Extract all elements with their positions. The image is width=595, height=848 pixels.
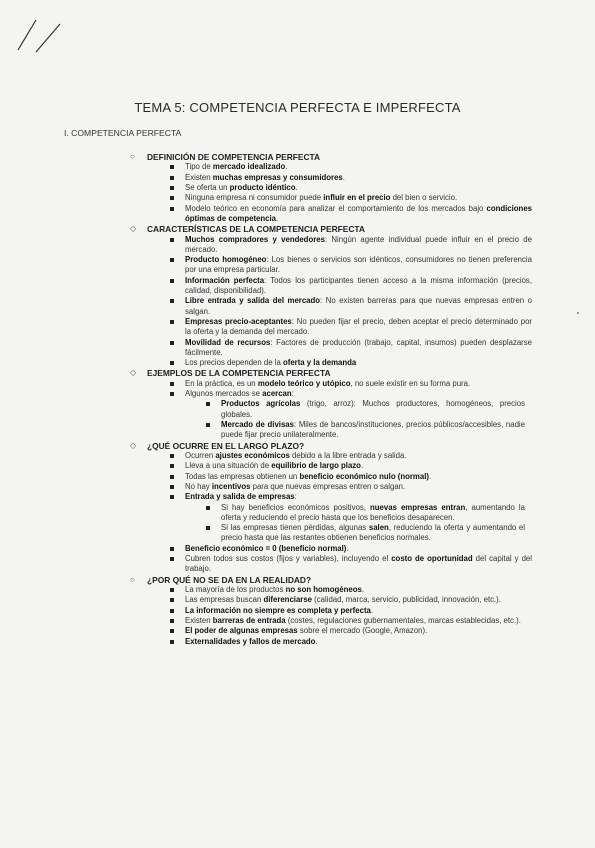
- circle-marker: ○: [130, 152, 135, 161]
- list-item: La mayoría de los productos no son homogéneos.: [0, 585, 595, 595]
- list-item: Movilidad de recursos: Factores de producción (trabajo, capital, insumos) pueden desplazarse fácilmente.: [0, 338, 595, 359]
- square-bullet-icon: [170, 341, 174, 345]
- list-item: El poder de algunas empresas sobre el mercado (Google, Amazon).: [0, 626, 595, 636]
- list-item: Las empresas buscan diferenciarse (calidad, marca, servicio, publicidad, innovación, etc.).: [0, 595, 595, 605]
- square-bullet-icon: [170, 279, 174, 283]
- square-bullet-icon: [206, 423, 210, 427]
- square-bullet-icon: [170, 196, 174, 200]
- list-item: Cubren todos sus costos (fijos y variables), incluyendo el costo de oportunidad del capital y del trabajo.: [0, 554, 595, 575]
- list-item: Beneficio económico = 0 (beneficio normal).: [0, 544, 595, 554]
- square-bullet-icon: [170, 382, 174, 386]
- list-item: Información perfecta: Todos los participantes tienen acceso a la misma información (precios, calidad, disponibilidad).: [0, 276, 595, 297]
- list-item: Algunos mercados se acercan:: [0, 389, 595, 399]
- square-bullet-icon: [206, 402, 210, 406]
- square-bullet-icon: [170, 392, 174, 396]
- square-bullet-icon: [206, 506, 210, 510]
- heading-caracteristicas: ◇ CARACTERÍSTICAS DE LA COMPETENCIA PERFECTA: [130, 224, 365, 235]
- list-item: Existen barreras de entrada (costes, regulaciones gubernamentales, marcas establecidas, etc.).: [0, 616, 595, 626]
- square-bullet-icon: [206, 526, 210, 530]
- square-bullet-icon: [170, 320, 174, 324]
- diamond-marker: ◇: [130, 224, 137, 234]
- list-item: Ninguna empresa ni consumidor puede influir en el precio del bien o servicio.: [0, 193, 595, 203]
- square-bullet-icon: [170, 299, 174, 303]
- list-item: Empresas precio-aceptantes: No pueden fijar el precio, deben aceptar el precio determinado por la oferta y la demanda del mercado.: [0, 317, 595, 338]
- page-title: TEMA 5: COMPETENCIA PERFECTA E IMPERFECTA: [134, 100, 461, 115]
- list-item: Los precios dependen de la oferta y la demanda: [0, 358, 595, 368]
- square-bullet-icon: [170, 609, 174, 613]
- square-bullet-icon: [170, 547, 174, 551]
- square-bullet-icon: [170, 485, 174, 489]
- scan-speck: [577, 312, 579, 314]
- square-bullet-icon: [170, 629, 174, 633]
- square-bullet-icon: [170, 454, 174, 458]
- list-item: Producto homogéneo: Los bienes o servicios son idénticos, consumidores no tienen preferencia por una empresa particular.: [0, 255, 595, 276]
- square-bullet-icon: [170, 207, 174, 211]
- section-heading: I. COMPETENCIA PERFECTA: [64, 128, 182, 138]
- square-bullet-icon: [170, 165, 174, 169]
- square-bullet-icon: [170, 464, 174, 468]
- square-bullet-icon: [170, 598, 174, 602]
- list-item: Todas las empresas obtienen un beneficio económico nulo (normal).: [0, 472, 595, 482]
- heading-realidad: ○ ¿POR QUÉ NO SE DA EN LA REALIDAD?: [130, 574, 312, 585]
- diamond-marker: ◇: [130, 368, 137, 378]
- list-item: Tipo de mercado idealizado.: [0, 162, 595, 172]
- list-item: Lleva a una situación de equilibrio de largo plazo.: [0, 461, 595, 471]
- sub-list-item: Si las empresas tienen pérdidas, algunas salen, reduciendo la oferta y aumentando el precio hasta que las restantes obtienen beneficios normales.: [0, 523, 595, 544]
- list-item: La información no siempre es completa y perfecta.: [0, 606, 595, 616]
- sub-list-item: Si hay beneficios económicos positivos, nuevas empresas entran, aumentando la oferta y reduciendo el precio hasta que los beneficios desaparecen.: [0, 503, 595, 524]
- square-bullet-icon: [170, 588, 174, 592]
- square-bullet-icon: [170, 557, 174, 561]
- list-item: Libre entrada y salida del mercado: No existen barreras para que nuevas empresas entren o salgan.: [0, 296, 595, 317]
- heading-definicion: ○ DEFINICIÓN DE COMPETENCIA PERFECTA: [130, 152, 321, 162]
- circle-marker: ○: [130, 574, 135, 584]
- square-bullet-icon: [170, 619, 174, 623]
- square-bullet-icon: [170, 258, 174, 262]
- list-item: Muchos compradores y vendedores: Ningún agente individual puede influir en el precio de mercado.: [0, 235, 595, 256]
- square-bullet-icon: [170, 176, 174, 180]
- diamond-marker: ◇: [130, 440, 137, 450]
- list-item: Se oferta un producto idéntico.: [0, 183, 595, 193]
- square-bullet-icon: [170, 186, 174, 190]
- sub-list-item: Productos agrícolas (trigo, arroz): Muchos productores, homogéneos, precios globales.: [0, 399, 595, 420]
- list-item: En la práctica, es un modelo teórico y utópico, no suele existir en su forma pura.: [0, 379, 595, 389]
- heading-largo-plazo: ◇ ¿QUÉ OCURRE EN EL LARGO PLAZO?: [130, 440, 305, 451]
- square-bullet-icon: [170, 475, 174, 479]
- heading-ejemplos: ◇ EJEMPLOS DE LA COMPETENCIA PERFECTA: [130, 368, 331, 379]
- list-item: Entrada y salida de empresas:: [0, 492, 595, 502]
- square-bullet-icon: [170, 238, 174, 242]
- list-item: Existen muchas empresas y consumidores.: [0, 173, 595, 183]
- square-bullet-icon: [170, 361, 174, 365]
- handwritten-slashes: [14, 14, 74, 54]
- list-item: Ocurren ajustes económicos debido a la libre entrada y salida.: [0, 451, 595, 461]
- sub-list-item: Mercado de divisas: Miles de bancos/instituciones, precios públicos/accesibles, nadie puede fijar precio unilateralmente.: [0, 420, 595, 441]
- list-item: No hay incentivos para que nuevas empresas entren o salgan.: [0, 482, 595, 492]
- list-item: Externalidades y fallos de mercado.: [0, 637, 595, 647]
- square-bullet-icon: [170, 495, 174, 499]
- outline-content: [0, 152, 595, 647]
- square-bullet-icon: [170, 640, 174, 644]
- list-item: Modelo teórico en economía para analizar el comportamiento de los mercados bajo condiciones óptimas de competencia.: [0, 204, 595, 225]
